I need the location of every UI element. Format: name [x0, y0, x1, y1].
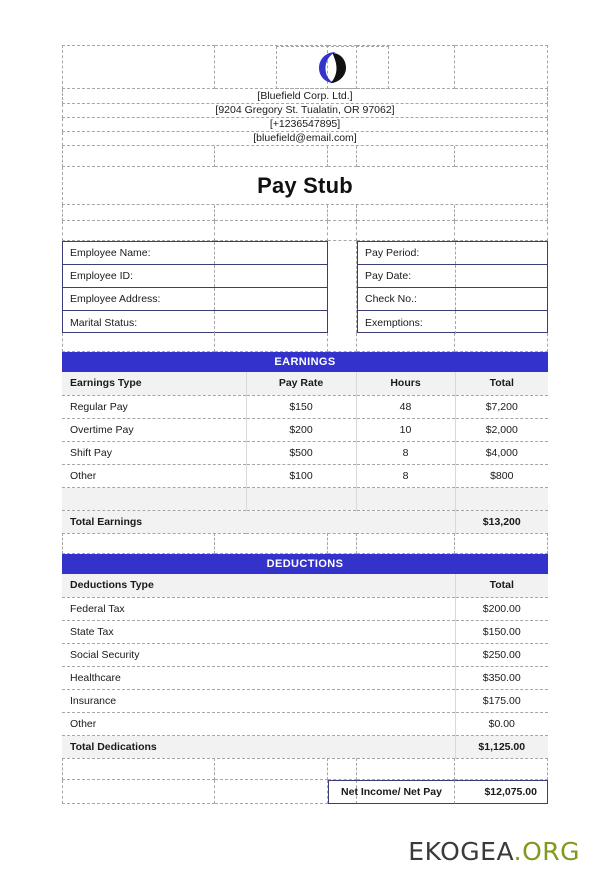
deduction-type: Federal Tax: [62, 597, 455, 620]
deduction-total: $150.00: [455, 620, 548, 643]
employee-field-row[interactable]: [63, 265, 327, 288]
earnings-total: $800: [455, 464, 548, 487]
earnings-table-header: [62, 372, 548, 395]
earnings-type: Shift Pay: [62, 441, 246, 464]
earnings-rate: $200: [246, 418, 356, 441]
bluefield-rings-logo-icon: [313, 49, 353, 87]
employee-field-value[interactable]: [456, 265, 547, 287]
grid-cell: [62, 45, 215, 89]
grid-cell: [328, 333, 357, 352]
earnings-type: [62, 487, 246, 510]
grid-cell: [215, 205, 328, 221]
grid-row-empty: [62, 333, 548, 352]
earnings-hours: 48: [356, 395, 455, 418]
grid-cell: [357, 146, 455, 167]
company-name-row: [62, 89, 548, 104]
employee-field-label: Check No.:: [358, 288, 456, 310]
grid-cell: [215, 758, 328, 780]
deductions-table-header: [62, 574, 548, 597]
table-row: [62, 643, 548, 666]
earnings-type: Regular Pay: [62, 395, 246, 418]
grid-cell: [328, 205, 357, 221]
watermark: [408, 837, 580, 866]
table-row: [62, 689, 548, 712]
pay-stub-sheet: [62, 45, 548, 820]
deduction-total: $250.00: [455, 643, 548, 666]
grid-cell: [455, 333, 548, 352]
employee-field-label: Employee ID:: [63, 265, 215, 287]
grid-cell: [62, 221, 215, 241]
deductions-total-value: $1,125.00: [455, 735, 548, 758]
employee-info-left: [62, 241, 328, 333]
grid-cell: [328, 241, 357, 333]
grid-cell: [455, 533, 548, 554]
company-address-row: [62, 104, 548, 118]
earnings-hours: 8: [356, 464, 455, 487]
employee-field-value[interactable]: [215, 265, 327, 287]
watermark-suffix: .ORG: [513, 837, 580, 866]
grid-cell: [357, 758, 455, 780]
employee-field-value[interactable]: [456, 288, 547, 310]
employee-field-value[interactable]: [215, 288, 327, 310]
earnings-total: $2,000: [455, 418, 548, 441]
earnings-type: Other: [62, 464, 246, 487]
employee-field-row[interactable]: [358, 242, 547, 265]
grid-row-empty: [62, 205, 548, 221]
employee-field-row[interactable]: [63, 288, 327, 311]
earnings-total: $7,200: [455, 395, 548, 418]
earnings-hours: 8: [356, 441, 455, 464]
grid-cell: [62, 533, 215, 554]
employee-info-right: [357, 241, 548, 333]
company-email-row: [62, 132, 548, 146]
deduction-type: State Tax: [62, 620, 455, 643]
deduction-type: Other: [62, 712, 455, 735]
earnings-total-value: $13,200: [455, 510, 548, 533]
employee-field-value[interactable]: [456, 311, 547, 334]
table-row: [62, 620, 548, 643]
employee-field-value[interactable]: [215, 242, 327, 264]
earnings-hours: [356, 487, 455, 510]
employee-field-label: Employee Address:: [63, 288, 215, 310]
company-phone-row: [62, 118, 548, 132]
employee-field-label: Employee Name:: [63, 242, 215, 264]
earnings-rate: $100: [246, 464, 356, 487]
grid-cell: [357, 533, 455, 554]
table-row: [62, 464, 548, 487]
grid-cell: [357, 333, 455, 352]
earnings-col-hours: Hours: [356, 372, 455, 395]
grid-cell: [62, 758, 215, 780]
grid-cell: [62, 333, 215, 352]
table-row: [62, 597, 548, 620]
deductions-col-total: Total: [455, 574, 548, 597]
deductions-table: [62, 574, 548, 759]
grid-cell: [357, 205, 455, 221]
table-row-blank: [62, 487, 548, 510]
grid-cell: [455, 45, 548, 89]
grid-cell: [215, 221, 328, 241]
earnings-section-header: [62, 352, 548, 372]
employee-field-row[interactable]: [358, 311, 547, 334]
company-address: [9204 Gregory St. Tualatin, OR 97062]: [215, 104, 395, 116]
company-name: [Bluefield Corp. Ltd.]: [257, 89, 353, 102]
table-row: [62, 441, 548, 464]
net-pay-label: Net Income/ Net Pay: [328, 780, 455, 804]
earnings-total: $4,000: [455, 441, 548, 464]
deductions-col-type: Deductions Type: [62, 574, 455, 597]
employee-field-label: Pay Period:: [358, 242, 456, 264]
earnings-total: [455, 487, 548, 510]
grid-row-empty: [62, 533, 548, 554]
deductions-total-row: [62, 735, 548, 758]
deduction-total: $200.00: [455, 597, 548, 620]
grid-cell: [215, 333, 328, 352]
earnings-col-rate: Pay Rate: [246, 372, 356, 395]
employee-field-label: Pay Date:: [358, 265, 456, 287]
table-row: [62, 712, 548, 735]
grid-cell: [328, 533, 357, 554]
grid-cell: [62, 146, 215, 167]
earnings-table: [62, 372, 548, 534]
grid-cell: [455, 146, 548, 167]
earnings-col-total: Total: [455, 372, 548, 395]
earnings-total-label: Total Earnings: [62, 510, 455, 533]
employee-field-value[interactable]: [456, 242, 547, 264]
grid-cell: [215, 780, 328, 804]
page-title: [62, 167, 548, 205]
employee-field-label: Marital Status:: [63, 311, 215, 334]
deduction-type: Social Security: [62, 643, 455, 666]
deduction-type: Healthcare: [62, 666, 455, 689]
earnings-rate: [246, 487, 356, 510]
earnings-rate: $150: [246, 395, 356, 418]
deduction-total: $350.00: [455, 666, 548, 689]
grid-cell: [455, 205, 548, 221]
company-phone: [+1236547895]: [269, 118, 341, 130]
net-pay-value: $12,075.00: [455, 780, 548, 804]
grid-cell: [215, 533, 328, 554]
grid-cell: [455, 221, 548, 241]
table-row: [62, 395, 548, 418]
grid-cell: [328, 221, 357, 241]
table-row: [62, 418, 548, 441]
grid-cell: [328, 758, 357, 780]
earnings-col-type: Earnings Type: [62, 372, 246, 395]
deductions-section-header: [62, 554, 548, 574]
company-email: [bluefield@email.com]: [253, 132, 357, 144]
earnings-section-title: EARNINGS: [274, 356, 336, 368]
grid-row-empty: [62, 221, 548, 241]
grid-cell: [328, 146, 357, 167]
earnings-total-row: [62, 510, 548, 533]
grid-cell: [62, 780, 215, 804]
employee-field-row[interactable]: [63, 311, 327, 334]
deductions-section-title: DEDUCTIONS: [266, 558, 344, 570]
deduction-type: Insurance: [62, 689, 455, 712]
grid-cell: [215, 146, 328, 167]
deductions-total-label: Total Dedications: [62, 735, 455, 758]
employee-field-label: Exemptions:: [358, 311, 456, 334]
employee-field-row[interactable]: [63, 242, 327, 265]
employee-field-row[interactable]: [358, 265, 547, 288]
watermark-primary: EKOGEA: [408, 837, 514, 866]
grid-row-empty: [62, 758, 548, 780]
company-logo: [276, 46, 389, 89]
employee-field-row[interactable]: [358, 288, 547, 311]
page-title-text: Pay Stub: [257, 172, 353, 198]
earnings-rate: $500: [246, 441, 356, 464]
grid-cell: [62, 205, 215, 221]
grid-row-empty: [62, 146, 548, 167]
earnings-hours: 10: [356, 418, 455, 441]
employee-field-value[interactable]: [215, 311, 327, 334]
deduction-total: $0.00: [455, 712, 548, 735]
grid-cell: [357, 221, 455, 241]
earnings-type: Overtime Pay: [62, 418, 246, 441]
deduction-total: $175.00: [455, 689, 548, 712]
grid-cell: [455, 758, 548, 780]
table-row: [62, 666, 548, 689]
